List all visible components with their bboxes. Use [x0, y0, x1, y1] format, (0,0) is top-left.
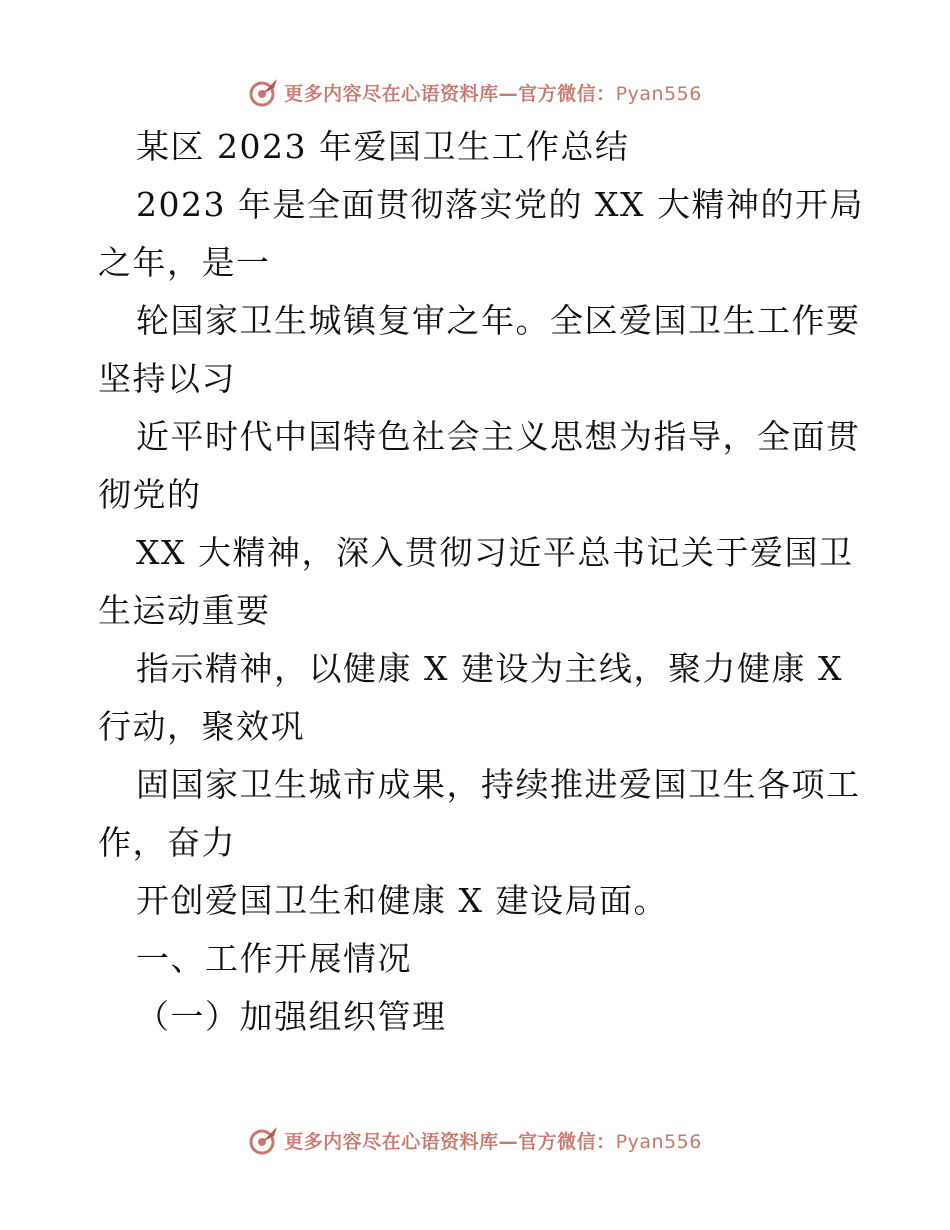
- watermark-text: 更多内容尽在心语资料库—官方微信：Pyan556: [284, 82, 702, 105]
- paragraph-line: 2023 年是全面贯彻落实党的 XX 大精神的开局: [136, 185, 864, 224]
- paragraph-line: 作，奋力: [98, 823, 236, 862]
- paragraph-line: 近平时代中国特色社会主义思想为指导，全面贯: [136, 417, 861, 456]
- paragraph-line: 坚持以习: [98, 359, 236, 398]
- paragraph-line: 开创爱国卫生和健康 X 建设局面。: [136, 881, 668, 920]
- paragraph-line: XX 大精神，深入贯彻习近平总书记关于爱国卫: [136, 533, 854, 572]
- document-title: 某区 2023 年爱国卫生工作总结: [136, 127, 630, 166]
- paragraph-line: 行动，聚效巩: [98, 707, 305, 746]
- section-heading: 一、工作开展情况: [136, 939, 412, 978]
- quill-logo-icon: [248, 76, 280, 108]
- paragraph-line: 轮国家卫生城镇复审之年。全区爱国卫生工作要: [136, 301, 861, 340]
- watermark-id: Pyan556: [615, 82, 702, 105]
- watermark-text: 更多内容尽在心语资料库—官方微信：Pyan556: [284, 1130, 702, 1153]
- document-body: [98, 118, 864, 1046]
- paragraph-line: 指示精神，以健康 X 建设为主线，聚力健康 X: [136, 649, 843, 688]
- quill-logo-icon: [248, 1124, 280, 1156]
- paragraph-line: 彻党的: [98, 475, 202, 514]
- paragraph-line: 生运动重要: [98, 591, 271, 630]
- subsection-heading: （一）加强组织管理: [136, 997, 447, 1036]
- watermark-footer: [0, 1120, 950, 1160]
- paragraph-line: 之年，是一: [98, 243, 271, 282]
- paragraph-line: 固国家卫生城市成果，持续推进爱国卫生各项工: [136, 765, 861, 804]
- watermark-header: [0, 72, 950, 112]
- watermark-id: Pyan556: [615, 1130, 702, 1153]
